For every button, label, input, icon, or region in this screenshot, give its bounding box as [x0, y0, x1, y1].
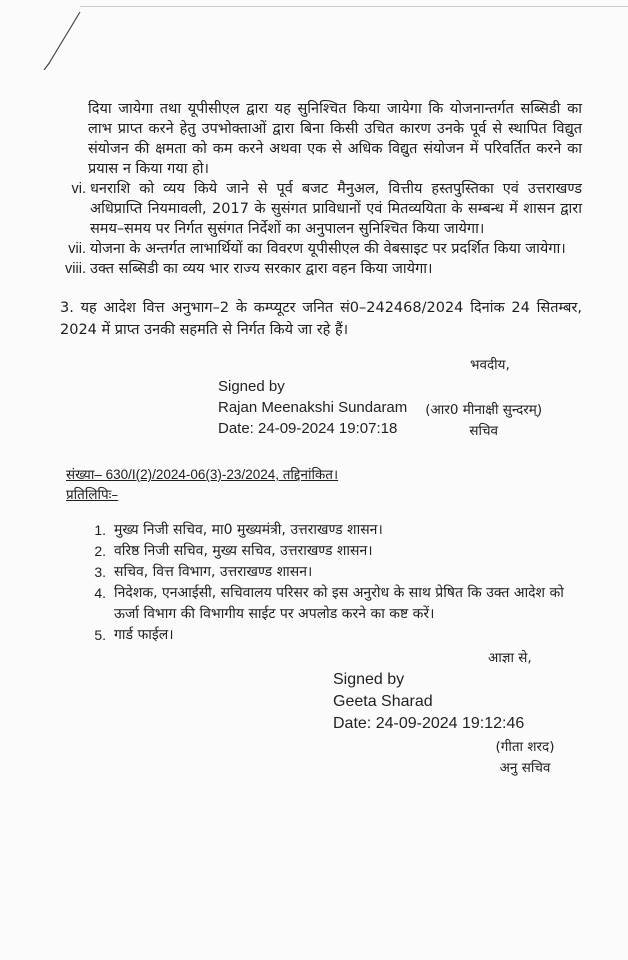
- signer-designation: सचिव: [469, 423, 499, 439]
- signer-hindi-block-2: [470, 737, 580, 779]
- closing-2: आज्ञा से,: [488, 650, 532, 666]
- reference-number: संख्या– 630/I(2)/2024-06(3)-23/2024, तद्दिनांकित।: [66, 467, 339, 482]
- copy-label: प्रतिलिपिः–: [66, 487, 119, 503]
- list-item-vi: [60, 179, 582, 239]
- item-number: viii.: [65, 261, 86, 277]
- continuation-paragraph: दिया जायेगा तथा यूपीसीएल द्वारा यह सुनिश्चित किया जायेगा कि योजनान्तर्गत सब्सिडी का लाभ प्राप्त करने हेतु उपभोक्ताओं द्वारा बिना किसी उचित कारण उनके पूर्व से स्थापित विद्युत संयोजन की क्षमता को कम करने अथवा एक से अधिक विद्युत संयोजन में परिवर्तित करने का प्रयास न किया गया हो।: [88, 101, 582, 177]
- digital-signature-2: [333, 669, 524, 735]
- copy-text: मुख्य निजी सचिव, मा0 मुख्यमंत्री, उत्तराखण्ड शासन।: [114, 522, 383, 538]
- copy-list: [0, 520, 628, 646]
- copy-item: [86, 562, 576, 583]
- copy-number: 3.: [94, 564, 106, 580]
- copy-item: [86, 583, 576, 625]
- copy-item: [86, 520, 576, 541]
- copy-text: निदेशक, एनआईसी, सचिवालय परिसर को इस अनुरोध के साथ प्रेषित कि उक्त आदेश को ऊर्जा विभाग की विभागीय साईट पर अपलोड करने का कष्ट करें।: [114, 585, 564, 622]
- signature-block-2: [0, 669, 628, 735]
- copy-number: 4.: [94, 585, 106, 601]
- signer-designation: अनु सचिव: [499, 760, 551, 776]
- signer-hindi-name: (आर0 मीनाक्षी सुन्दरम्): [425, 402, 543, 418]
- item-text: धनराशि को व्यय किये जाने से पूर्व बजट मैनुअल, वित्तीय हस्तपुस्तिका एवं उत्तराखण्ड अधिप्राप्ति नियमावली, 2017 के सुसंगत प्राविधानों एवं मितव्ययिता के सम्बन्ध में शासन द्वारा समय–समय पर निर्गत सुसंगत निर्देशों का अनुपालन सुनिश्चित किया जायेगा।: [90, 181, 582, 237]
- copy-text: वरिष्ठ निजी सचिव, मुख्य सचिव, उत्तराखण्ड शासन।: [114, 543, 373, 559]
- copy-number: 5.: [94, 627, 106, 643]
- item-number: vii.: [68, 241, 86, 257]
- copy-item: [86, 541, 576, 562]
- copy-number: 1.: [94, 522, 106, 538]
- signed-by-label: Signed by: [333, 671, 405, 688]
- signer-hindi-block: [425, 400, 542, 442]
- signer-name: Geeta Sharad: [333, 693, 433, 710]
- closing-1: भवदीय,: [470, 357, 510, 373]
- signature-date: Date: 24-09-2024 19:07:18: [218, 420, 398, 437]
- signature-block-1: [0, 376, 628, 442]
- item-text: योजना के अन्तर्गत लाभार्थियों का विवरण यूपीसीएल की वेबसाइट पर प्रदर्शित किया जायेगा।: [90, 241, 566, 257]
- item-number: vi.: [71, 181, 86, 197]
- signer-hindi-name: (गीता शरद): [495, 739, 555, 755]
- copy-item: [86, 625, 576, 646]
- copy-text: सचिव, वित्त विभाग, उत्तराखण्ड शासन।: [114, 564, 313, 580]
- signature-date: Date: 24-09-2024 19:12:46: [333, 715, 525, 732]
- paragraph-3: 3. यह आदेश वित्त अनुभाग–2 के कम्प्यूटर जनित सं0–242468/2024 दिनांक 24 सितम्बर, 2024 में प्राप्त उनकी सहमति से निर्गत किये जा रहे हैं।: [60, 300, 582, 338]
- signed-by-label: Signed by: [218, 378, 285, 395]
- list-item-vii: [60, 239, 582, 259]
- digital-signature-1: [218, 376, 407, 439]
- copy-number: 2.: [94, 543, 106, 559]
- signer-name: Rajan Meenakshi Sundaram: [218, 399, 408, 416]
- copy-text: गार्ड फाईल।: [114, 627, 174, 643]
- item-text: उक्त सब्सिडी का व्यय भार राज्य सरकार द्वारा वहन किया जायेगा।: [90, 261, 433, 277]
- list-item-viii: [60, 259, 582, 279]
